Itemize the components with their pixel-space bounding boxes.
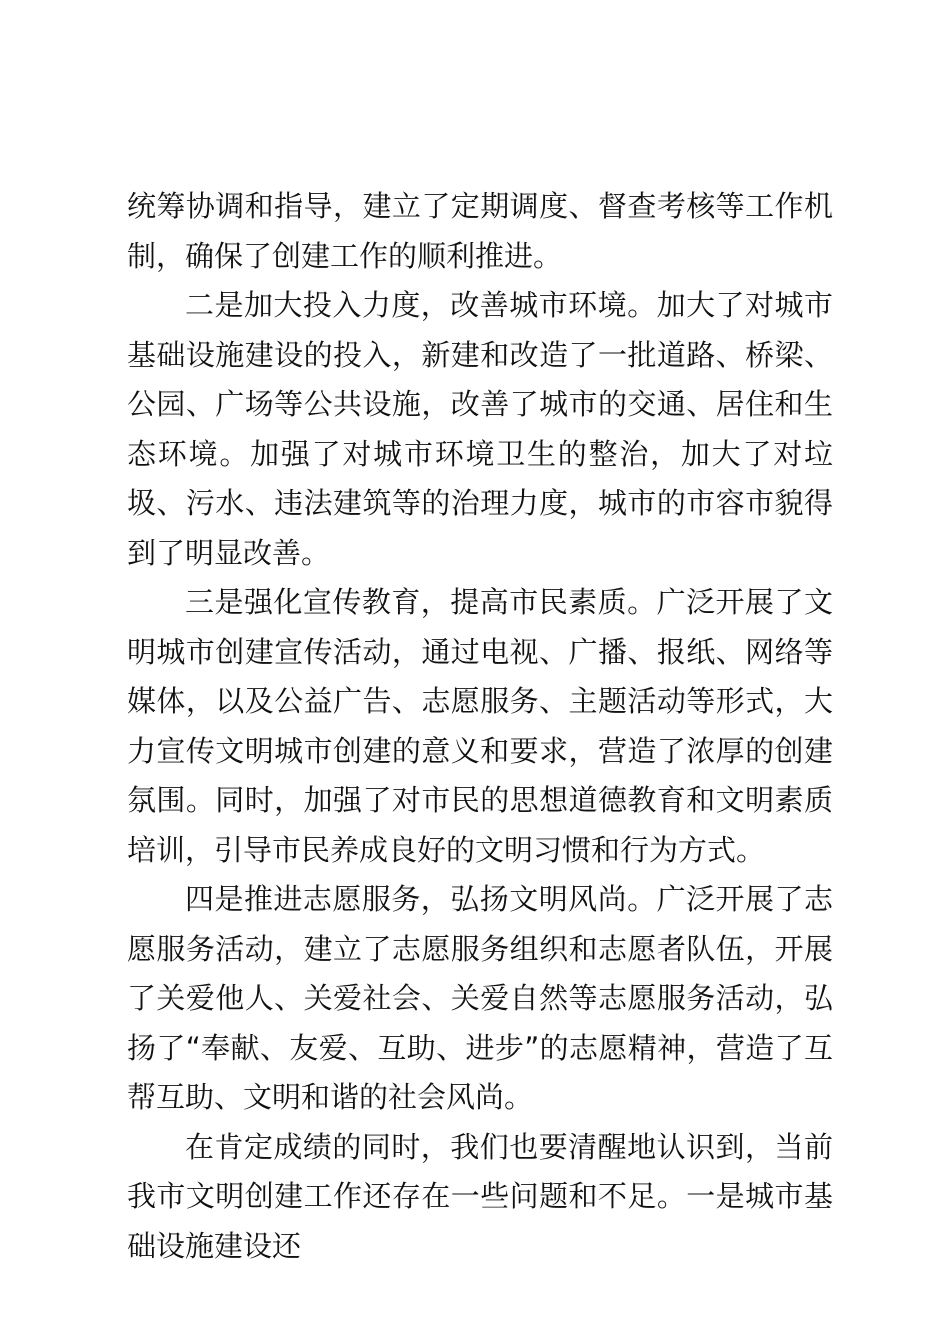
paragraph-2: 二是加大投入力度，改善城市环境。加大了对城市基础设施建设的投入，新建和改造了一批道路、桥梁、公园、广场等公共设施，改善了城市的交通、居住和生态环境。加强了对城市环境卫生的整治，加大了对垃圾、污水、违法建筑等的治理力度，城市的市容市貌得到了明显改善。 — [127, 288, 833, 570]
paragraph-3: 三是强化宣传教育，提高市民素质。广泛开展了文明城市创建宣传活动，通过电视、广播、报纸、网络等媒体，以及公益广告、志愿服务、主题活动等形式，大力宣传文明城市创建的意义和要求，营造了浓厚的创建氛围。同时，加强了对市民的思想道德教育和文明素质培训，引导市民养成良好的文明习惯和行为方式。 — [127, 585, 833, 867]
paragraph-1: 统筹协调和指导，建立了定期调度、督查考核等工作机制，确保了创建工作的顺利推进。 — [127, 189, 833, 273]
paragraph-5: 在肯定成绩的同时，我们也要清醒地认识到，当前我市文明创建工作还存在一些问题和不足。一是城市基础设施建设还 — [127, 1129, 833, 1263]
paragraph-4: 四是推进志愿服务，弘扬文明风尚。广泛开展了志愿服务活动，建立了志愿服务组织和志愿者队伍，开展了关爱他人、关爱社会、关爱自然等志愿服务活动，弘扬了“奉献、友爱、互助、进步”的志愿精神，营造了互帮互助、文明和谐的社会风尚。 — [127, 882, 833, 1114]
body-text — [127, 182, 833, 1271]
